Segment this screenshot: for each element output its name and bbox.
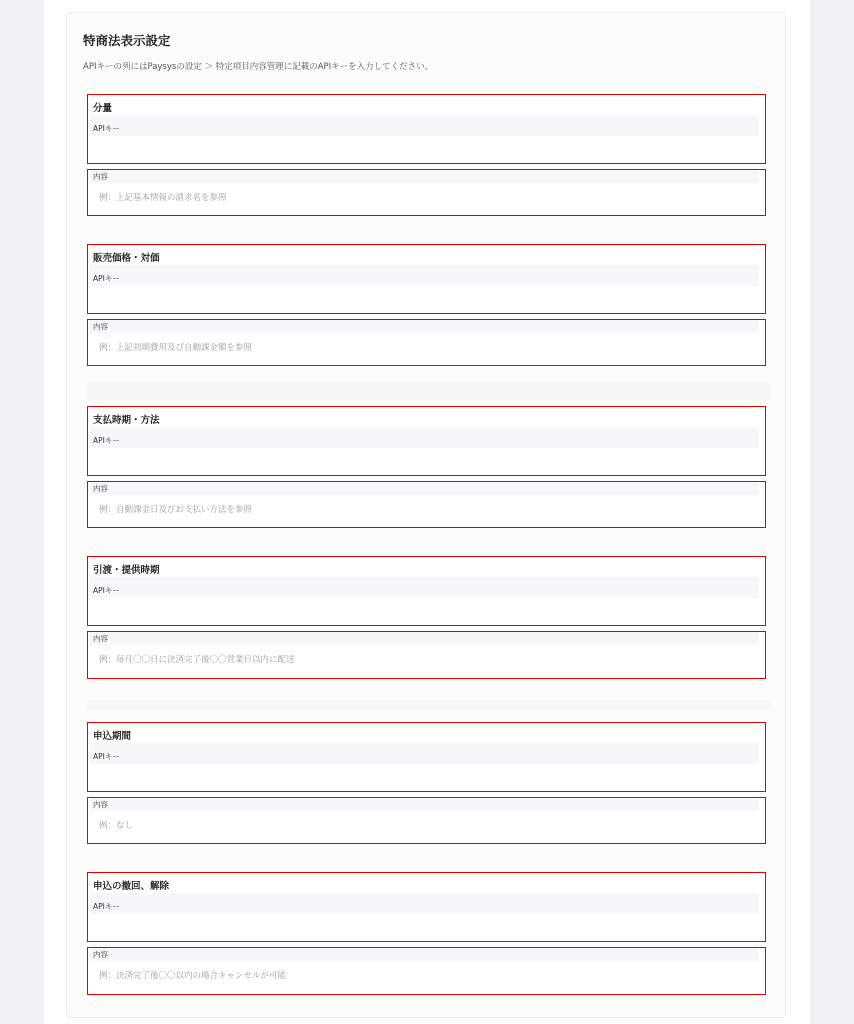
api-key-label: APIキー: [93, 586, 120, 595]
page-title: 特商法表示設定: [83, 33, 171, 48]
section-title-field-period: [87, 722, 766, 792]
content-label-bar: [90, 798, 759, 811]
content-label: 内容: [93, 634, 108, 643]
content-label-bar: [90, 320, 759, 333]
api-key-input[interactable]: [92, 598, 757, 624]
content-label: 内容: [93, 484, 108, 493]
content-field-cancel: [87, 947, 766, 995]
section-title-field-bunryo: [87, 94, 766, 164]
api-key-label-bar: [90, 893, 759, 914]
api-key-input[interactable]: [92, 914, 757, 940]
section-divider: [87, 700, 770, 710]
content-label: 内容: [93, 800, 108, 809]
content-field-payment: [87, 481, 766, 528]
api-key-input[interactable]: [92, 286, 757, 312]
content-input[interactable]: [90, 962, 759, 989]
section-title-field-price: [87, 244, 766, 314]
api-key-label: APIキー: [93, 124, 120, 133]
content-field-price: [87, 319, 766, 366]
section-title: 申込期間: [93, 731, 132, 742]
section-title-field-delivery: [87, 556, 766, 626]
api-key-label: APIキー: [93, 436, 120, 445]
api-key-label-bar: [90, 115, 759, 136]
content-label: 内容: [93, 172, 108, 181]
content-input[interactable]: [90, 334, 759, 361]
content-field-bunryo: [87, 169, 766, 216]
content-input[interactable]: [90, 496, 759, 523]
page-description: APIキーの列にはPaysysの設定 ＞ 特定項目内容管理に記載のAPIキーを入力してください。: [83, 62, 434, 72]
api-key-input[interactable]: [92, 764, 757, 790]
section-title: 申込の撤回、解除: [93, 881, 170, 892]
content-input[interactable]: [90, 184, 759, 211]
section-title: 分量: [93, 103, 113, 114]
section-title: 支払時期・方法: [93, 415, 160, 426]
section-title: 引渡・提供時期: [93, 565, 160, 576]
api-key-label: APIキー: [93, 902, 120, 911]
content-label: 内容: [93, 950, 108, 959]
content-input[interactable]: [90, 646, 759, 673]
api-key-label: APIキー: [93, 274, 120, 283]
api-key-label-bar: [90, 577, 759, 598]
api-key-input[interactable]: [92, 448, 757, 474]
api-key-label: APIキー: [93, 752, 120, 761]
content-field-delivery: [87, 631, 766, 679]
content-label-bar: [90, 632, 759, 645]
content-label: 内容: [93, 322, 108, 331]
api-key-label-bar: [90, 265, 759, 286]
section-title-field-payment: [87, 406, 766, 476]
content-label-bar: [90, 170, 759, 183]
content-label-bar: [90, 482, 759, 495]
content-input[interactable]: [90, 812, 759, 839]
section-title: 販売価格・対価: [93, 253, 160, 264]
api-key-input[interactable]: [92, 136, 757, 162]
api-key-label-bar: [90, 743, 759, 764]
section-title-field-cancel: [87, 872, 766, 942]
section-divider: [87, 382, 770, 400]
content-field-period: [87, 797, 766, 844]
content-label-bar: [90, 948, 759, 961]
api-key-label-bar: [90, 427, 759, 448]
